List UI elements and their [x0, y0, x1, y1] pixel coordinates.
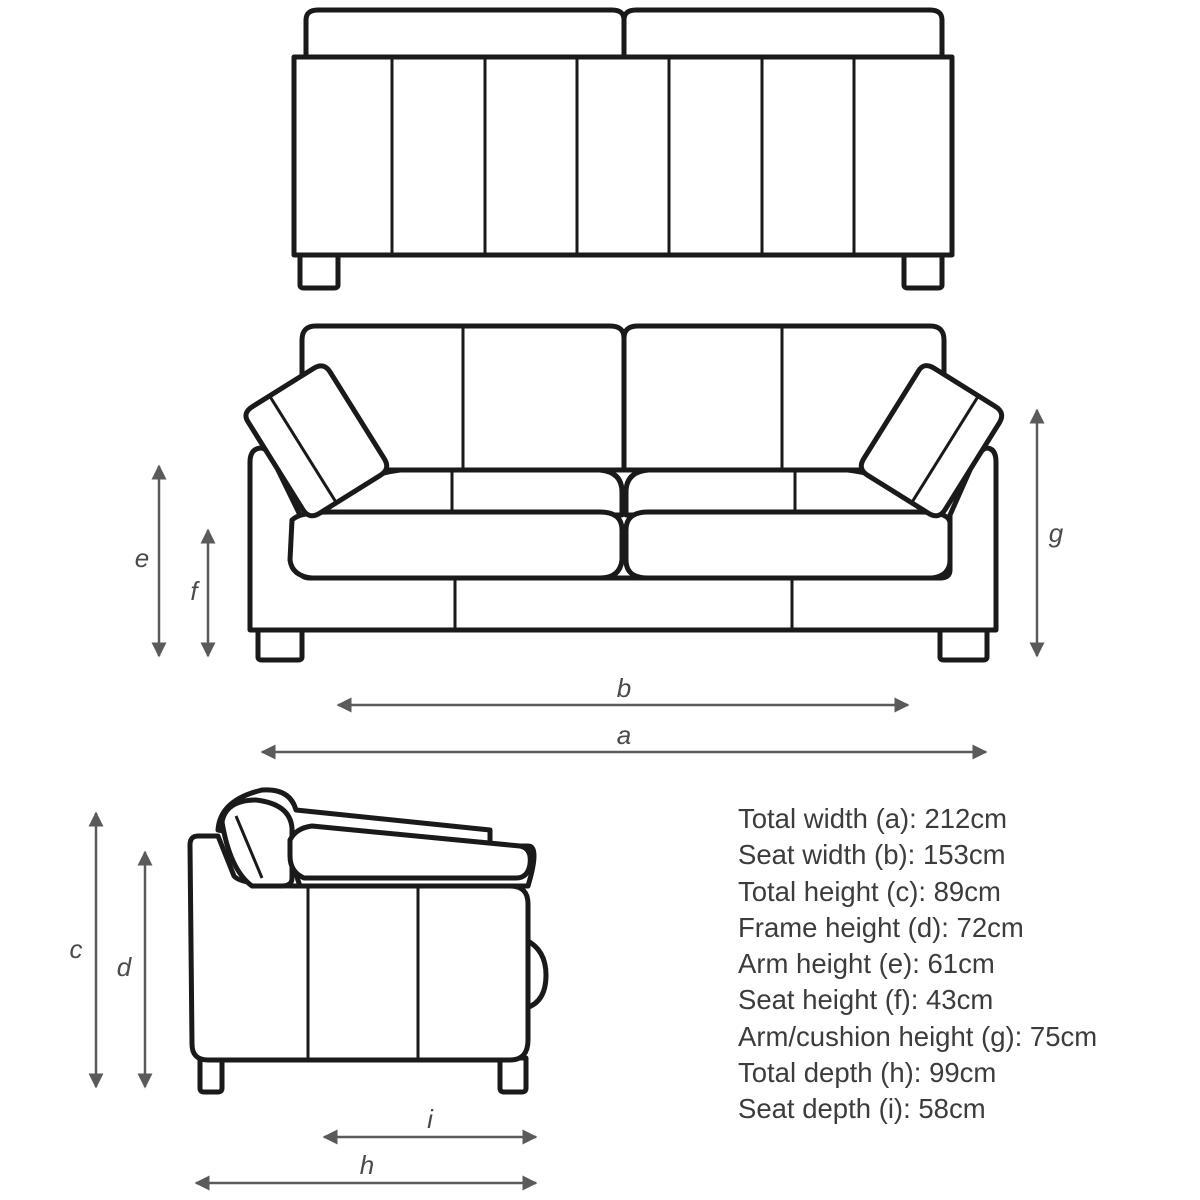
- dimension-spec-list: [738, 801, 1198, 1128]
- label-h: h: [359, 1150, 375, 1180]
- spec-total-depth: Total depth (h): 99cm: [738, 1057, 997, 1089]
- label-f: f: [190, 576, 198, 606]
- dimension-d: [117, 852, 145, 1087]
- label-c: c: [69, 934, 83, 964]
- spec-seat-depth: Seat depth (i): 58cm: [738, 1093, 986, 1125]
- spec-total-width: Total width (a): 212cm: [738, 803, 1007, 834]
- dimension-c: [70, 813, 97, 1087]
- label-g: g: [1048, 518, 1064, 548]
- spec-total-height: Total height (c): 89cm: [738, 875, 1001, 907]
- dimension-e: [135, 466, 159, 656]
- spec-seat-height: Seat height (f): 43cm: [738, 984, 994, 1016]
- dimension-h: [196, 1150, 536, 1183]
- dimension-f: [190, 530, 208, 656]
- sofa-back-view: [294, 10, 952, 288]
- spec-arm-cushion-height: Arm/cushion height (g): 75cm: [738, 1020, 1098, 1052]
- sofa-side-view: [190, 790, 546, 1092]
- spec-arm-height: Arm height (e): 61cm: [738, 948, 995, 980]
- spec-frame-height: Frame height (d): 72cm: [738, 911, 1024, 943]
- label-e: e: [134, 543, 150, 573]
- dimension-a: [262, 720, 986, 752]
- sofa-front-view: [242, 326, 1005, 660]
- dimension-i: [324, 1104, 536, 1137]
- dimension-b: [338, 673, 908, 705]
- spec-seat-width: Seat width (b): 153cm: [738, 839, 1006, 871]
- dimension-g: [1037, 410, 1064, 656]
- label-a: a: [616, 720, 632, 750]
- label-b: b: [616, 673, 632, 703]
- label-i: i: [427, 1104, 433, 1134]
- label-d: d: [116, 952, 132, 982]
